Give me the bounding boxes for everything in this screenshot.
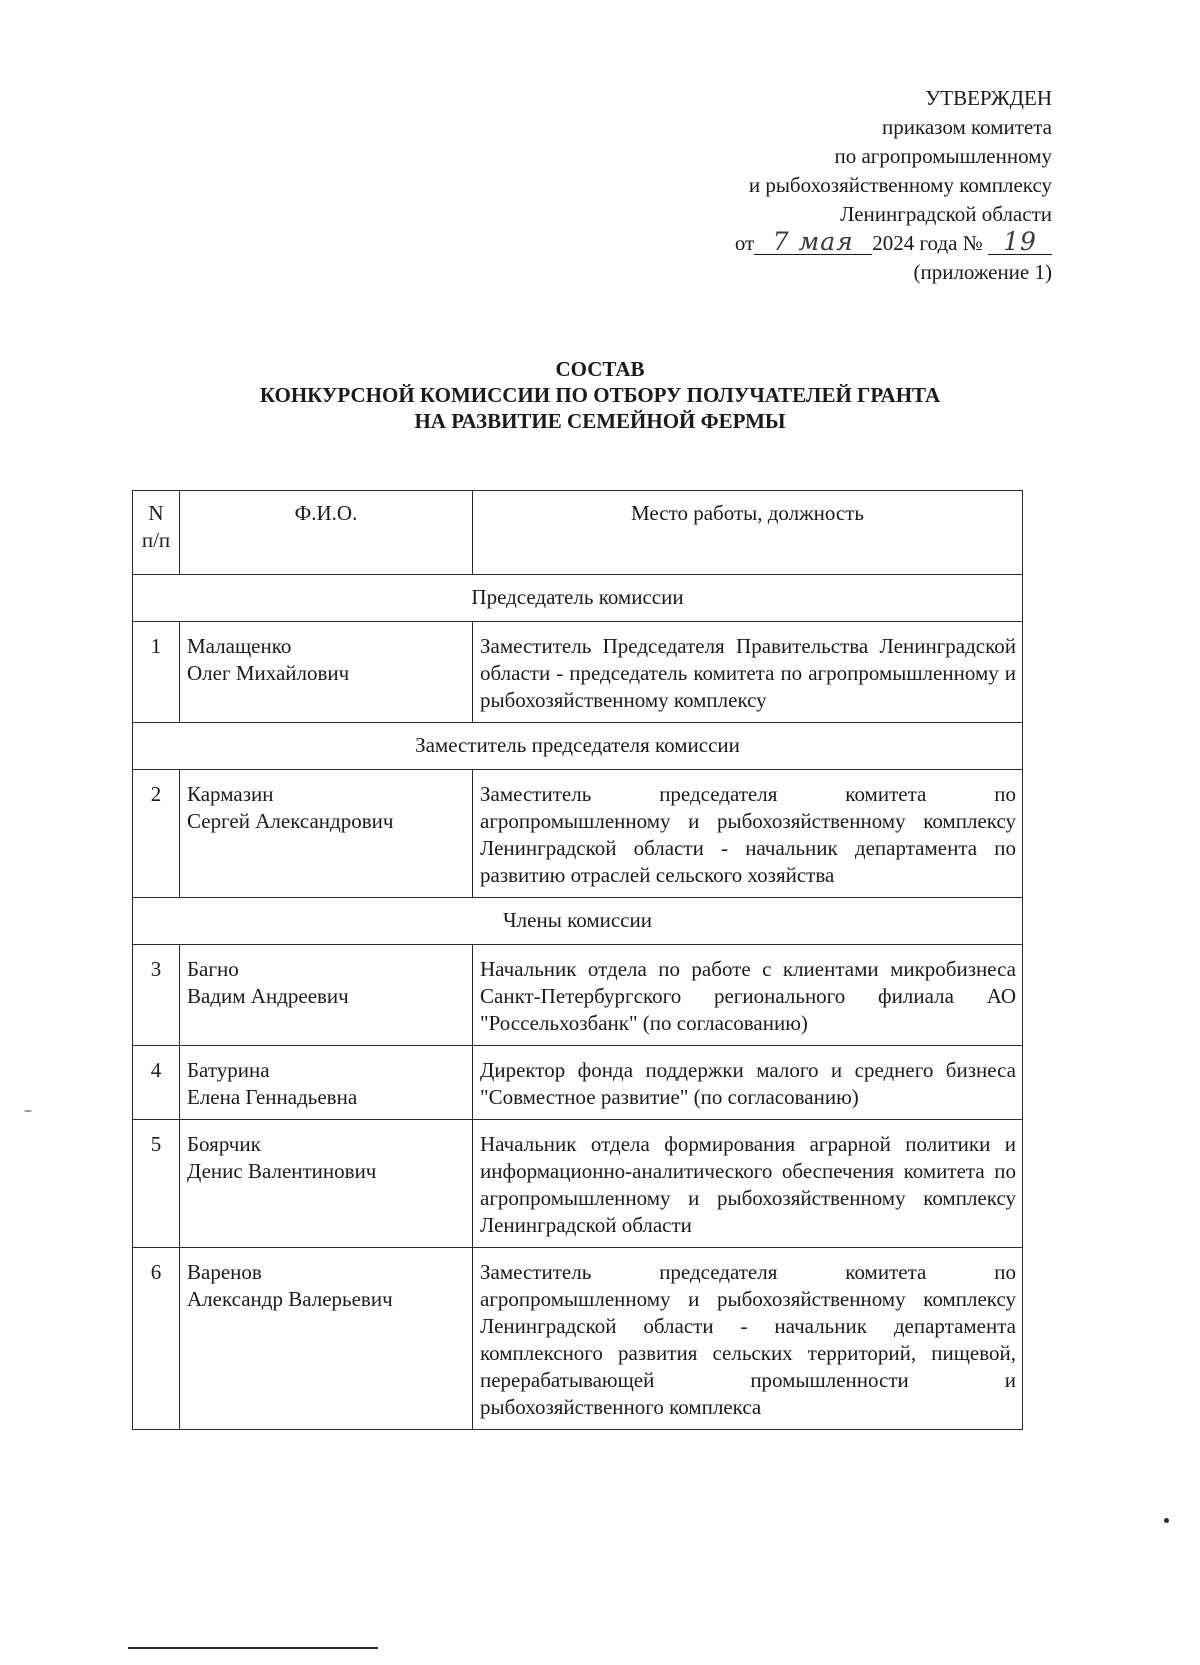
section-row <box>133 575 1023 622</box>
row-number: 6 <box>133 1248 180 1430</box>
approval-line: приказом комитета <box>881 115 1052 139</box>
member-given-name: Денис Валентинович <box>187 1159 377 1183</box>
header-num <box>133 491 180 575</box>
date-prefix: от <box>734 231 755 255</box>
member-position: Начальник отдела по работе с клиентами микробизнеса Санкт-Петербургского регионального филиала АО "Россельхозбанк" (по согласованию) <box>473 945 1023 1046</box>
table-header <box>133 491 1023 575</box>
scan-speck <box>1164 1518 1169 1523</box>
approval-line: и рыбохозяйственному комплексу <box>748 173 1052 197</box>
section-title: Председатель комиссии <box>133 575 1023 622</box>
member-name <box>180 770 473 898</box>
commission-table <box>132 490 1023 1430</box>
member-name <box>180 1046 473 1120</box>
footnote-rule <box>128 1647 378 1649</box>
member-given-name: Вадим Андреевич <box>187 984 349 1008</box>
member-position: Заместитель Председателя Правительства Ленинградской области - председатель комитета по агропромышленному и рыбохозяйственному комплексу <box>473 622 1023 723</box>
member-position: Заместитель председателя комитета по агропромышленному и рыбохозяйственному комплексу Ленинградской области - начальник департамента по развитию отраслей сельского хозяйства <box>473 770 1023 898</box>
member-given-name: Олег Михайлович <box>187 661 350 685</box>
document-title <box>150 356 1050 434</box>
table-row <box>133 622 1023 723</box>
header-position: Место работы, должность <box>473 491 1023 575</box>
member-surname: Малащенко <box>187 634 292 658</box>
row-number: 4 <box>133 1046 180 1120</box>
handwritten-date: 7 мая <box>754 230 872 255</box>
table-row <box>133 945 1023 1046</box>
table-row <box>133 1248 1023 1430</box>
member-given-name: Сергей Александрович <box>187 809 394 833</box>
approval-line: Ленинградской области <box>840 202 1052 226</box>
header-num-line2: п/п <box>141 528 171 552</box>
member-name <box>180 622 473 723</box>
handwritten-order-number: 19 <box>988 230 1052 255</box>
member-given-name: Александр Валерьевич <box>187 1287 393 1311</box>
title-line: КОНКУРСНОЙ КОМИССИИ ПО ОТБОРУ ПОЛУЧАТЕЛЕЙ ГРАНТА <box>259 383 941 407</box>
member-given-name: Елена Геннадьевна <box>187 1085 358 1109</box>
date-year: 2024 года № <box>872 231 983 255</box>
approval-line: по агропромышленному <box>834 144 1052 168</box>
row-number: 1 <box>133 622 180 723</box>
member-surname: Боярчик <box>187 1132 261 1156</box>
row-number: 2 <box>133 770 180 898</box>
member-surname: Кармазин <box>187 782 274 806</box>
member-surname: Батурина <box>187 1058 270 1082</box>
member-name <box>180 1248 473 1430</box>
section-row <box>133 723 1023 770</box>
title-line: СОСТАВ <box>555 357 645 381</box>
row-number: 5 <box>133 1120 180 1248</box>
member-position: Директор фонда поддержки малого и среднего бизнеса "Совместное развитие" (по согласованию) <box>473 1046 1023 1120</box>
title-line: НА РАЗВИТИЕ СЕМЕЙНОЙ ФЕРМЫ <box>414 409 786 433</box>
member-position: Начальник отдела формирования аграрной политики и информационно-аналитического обеспечения комитета по агропромышленному и рыбохозяйственному комплексу Ленинградской области <box>473 1120 1023 1248</box>
table-row <box>133 1046 1023 1120</box>
table-row <box>133 1120 1023 1248</box>
member-surname: Багно <box>187 957 239 981</box>
header-row <box>133 491 1023 575</box>
approval-date-line <box>735 229 1052 258</box>
appendix-label: (приложение 1) <box>913 260 1052 284</box>
table-body <box>133 575 1023 1430</box>
table-row <box>133 770 1023 898</box>
member-position: Заместитель председателя комитета по агропромышленному и рыбохозяйственному комплексу Ленинградской области - начальник департамента комплексного развития сельских территорий, пищевой, перерабатывающей промышленности и рыбохозяйственного комплекса <box>473 1248 1023 1430</box>
header-name: Ф.И.О. <box>180 491 473 575</box>
section-title: Заместитель председателя комиссии <box>133 723 1023 770</box>
section-row <box>133 898 1023 945</box>
approval-block <box>735 84 1052 287</box>
member-name <box>180 1120 473 1248</box>
member-name <box>180 945 473 1046</box>
member-surname: Варенов <box>187 1260 262 1284</box>
header-num-line1: N <box>148 501 164 525</box>
row-number: 3 <box>133 945 180 1046</box>
section-title: Члены комиссии <box>133 898 1023 945</box>
approval-heading: УТВЕРЖДЕН <box>925 86 1052 110</box>
scan-speck <box>24 1110 32 1112</box>
